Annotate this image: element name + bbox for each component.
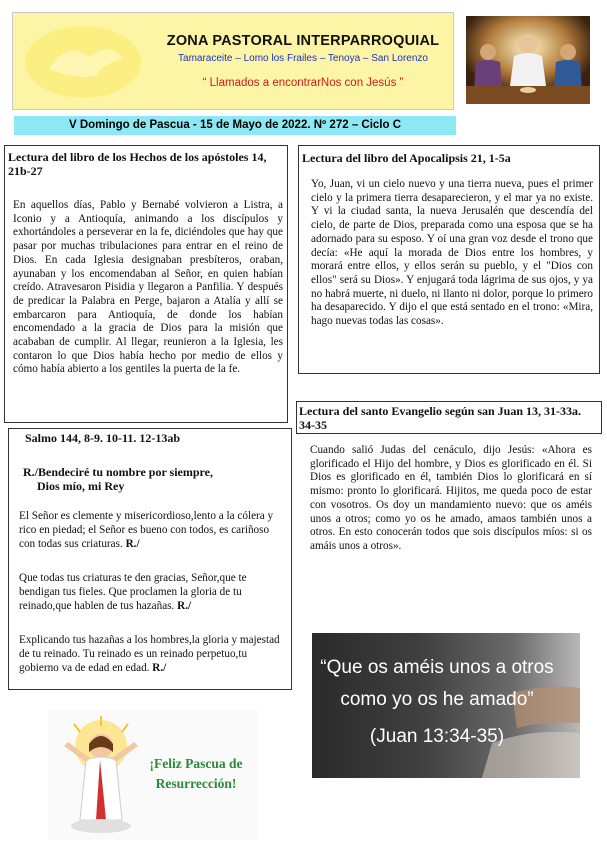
psalm-stanza-text: Que todas tus criaturas te den gracias, Señor,que te bendigan tus fieles. Que proclamen la gloria de tu reinado,que hablen de tus hazañas. xyxy=(19,572,247,612)
zone-title: ZONA PASTORAL INTERPARROQUIAL xyxy=(166,33,440,49)
gospel-title: Lectura del santo Evangelio según san Juan 13, 31-33a. 34-35 xyxy=(296,401,602,434)
second-reading-box xyxy=(298,145,600,374)
dove-ornament-icon xyxy=(19,19,147,105)
motto: “ Llamados a encontrarNos con Jesús ” xyxy=(202,77,404,89)
gospel-box xyxy=(296,396,600,606)
last-supper-image xyxy=(466,16,590,104)
quote-line-2: como yo os he amado” xyxy=(340,689,534,710)
psalm-stanza-text: El Señor es clemente y misericordioso,lento a la cólera y rico en piedad; el Señor es bueno con todos, es cariñoso con todas sus criaturas. xyxy=(19,510,274,550)
parishes-subtitle: Tamaraceite – Lomo los Frailes – Tenoya – San Lorenzo xyxy=(178,53,428,64)
first-reading-title: Lectura del libro de los Hechos de los apóstoles 14, 21b-27 xyxy=(8,150,267,178)
psalm-response-line-1: R./Bendeciré tu nombre por siempre, xyxy=(23,465,213,479)
psalm-stanza-text: Explicando tus hazañas a los hombres,la gloria y majestad de tu reinado. Tu reinado es un reinado perpetuo,tu gobierno va de edad en edad. xyxy=(19,634,280,674)
easter-greeting-card xyxy=(48,710,258,840)
gospel-text: Cuando salió Judas del cenáculo, dijo Jesús: «Ahora es glorificado el Hijo del hombre, y Dios es glorificado en él. Si Dios es glorificado en él, también Dios lo glorificará en sí mismo: pronto lo glorificará. Hijitos, me queda poco de estar con vosotros. Os doy un mandamiento nuevo: que os améis unos a otros; como yo os he amado, amaos también unos a otros. En esto conocerán todos que sois discípulos míos: si os amáis unos a otros». xyxy=(310,444,592,552)
risen-jesus-icon xyxy=(56,716,146,834)
liturgical-date-bar: V Domingo de Pascua - 15 de Mayo de 2022. Nº 272 – Ciclo C xyxy=(14,116,456,135)
psalm-stanza xyxy=(19,571,285,613)
response-marker: R./ xyxy=(177,600,192,612)
psalm-response-line-2: Dios mío, mi Rey xyxy=(37,479,125,493)
response-marker: R./ xyxy=(152,662,167,674)
quote-line-1: “Que os améis unos a otros xyxy=(320,657,554,678)
psalm-stanza xyxy=(19,509,285,551)
second-reading-title: Lectura del libro del Apocalipsis 21, 1-5a xyxy=(302,151,511,165)
first-reading-box xyxy=(4,145,288,423)
second-reading-text: Yo, Juan, vi un cielo nuevo y una tierra nueva, pues el primer cielo y la primera tierra desaparecieron, y el mar ya no existe. Y vi la ciudad santa, la nueva Jerusalén que descendía del cielo, de parte de Dios, preparada como una esposa que se ha adornado para su esposo. Y oí una gran voz desde el trono que decía: «He aquí la morada de Dios entre los hombres, y morará entre ellos, y ellos serán su pueblo, y el "Dios con ellos" será su Dios». Y enjugará toda lágrima de sus ojos, y ya no habrá muerte, ni duelo, ni llanto ni dolor, porque lo primero ha desaparecido. Y dijo el que está sentado en el trono: «Mira, hago nuevas todas las cosas». xyxy=(311,178,593,328)
header-banner xyxy=(12,12,454,110)
psalm-stanza xyxy=(19,633,285,675)
easter-greeting-line-1: ¡Feliz Pascua de xyxy=(149,756,243,771)
quote-reference: (Juan 13:34-35) xyxy=(369,726,505,747)
easter-greeting-line-2: Resurrección! xyxy=(155,776,237,791)
response-marker: R./ xyxy=(125,538,140,550)
psalm-title: Salmo 144, 8-9. 10-11. 12-13ab xyxy=(25,431,181,445)
first-reading-text: En aquellos días, Pablo y Bernabé volvieron a Listra, a Iconio y a Antioquía, animando a los discípulos y exhortándoles a perseverar en la fe, diciéndoles que hay que pasar por muchas tribulaciones para entrar en el reino de Dios. En cada Iglesia designaban presbíteros, oraban, ayunaban y los encomendaban al Señor, en quien habían creído. Atravesaron Pisidia y llegaron a Panfilia. Y después de predicar la Palabra en Perge, bajaron a Atalía y allí se embarcaron para Antioquía, de donde los habían encomendado a la gracia de Dios para la misión que acababan de cumplir. Al llegar, reunieron a la Iglesia, les contaron lo que Dios había hecho por medio de ellos y cómo había abierto a los gentiles la puerta de la fe. xyxy=(13,199,283,376)
psalm-box xyxy=(8,428,292,690)
easter-greeting xyxy=(138,754,254,794)
gospel-quote-image xyxy=(312,633,580,778)
